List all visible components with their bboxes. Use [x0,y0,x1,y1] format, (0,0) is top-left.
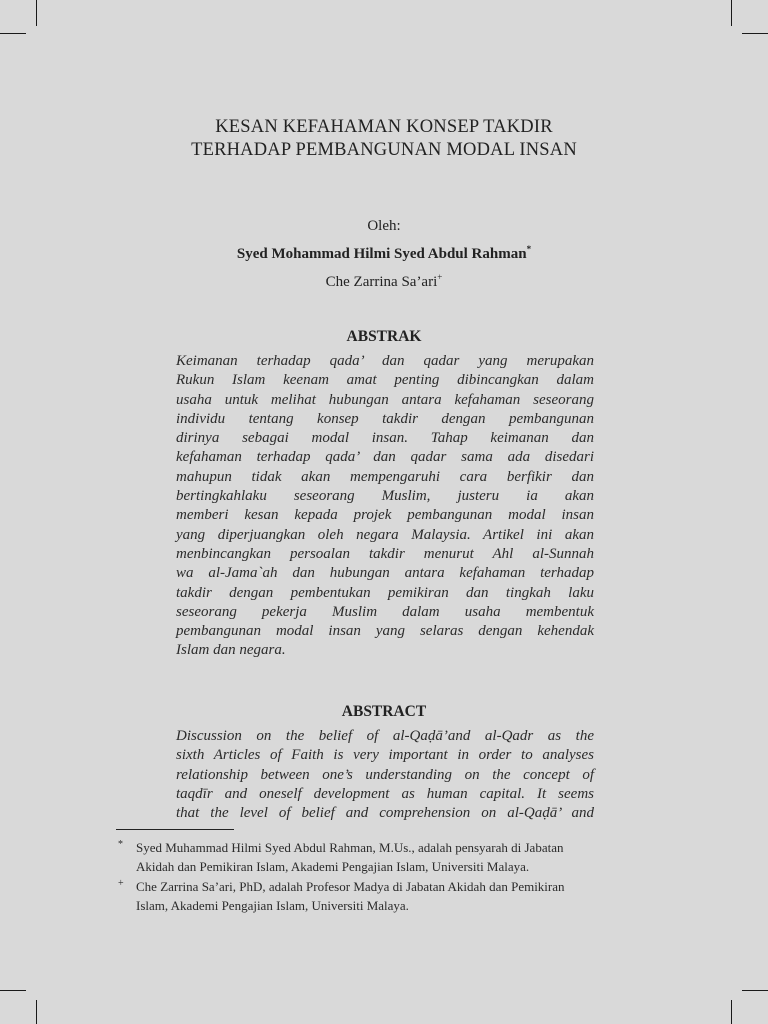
abstrak-line: takdir dengan pembentukan pemikiran dan tingkah laku [176,584,594,601]
footnote-1-line: Syed Muhammad Hilmi Syed Abdul Rahman, M.Us., adalah pensyarah di Jabatan [136,840,564,855]
footnotes [116,838,656,916]
author-2 [0,266,768,294]
abstrak-line: kefahaman terhadap qada’ dan qadar sama ada disedari [176,449,594,466]
abstrak-line: menbincangkan persoalan takdir menurut Ahl al-Sunnah [176,545,594,562]
footnote-1-line: Akidah dan Pemikiran Islam, Akademi Pengajian Islam, Universiti Malaya. [136,859,530,874]
footnote-separator [116,829,234,830]
abstract-line: that the level of belief and comprehension on al-Qaḍā’ and [176,805,594,822]
crop-mark-top-right-vertical [731,0,732,26]
abstract-line: Discussion on the belief of al-Qaḍā’and al-Qadr as the [176,728,594,744]
abstrak-line: individu tentang konsep takdir dengan pembangunan [176,410,594,427]
footnote-2-mark: + [118,878,124,889]
abstrak-line: usaha untuk melihat hubungan antara kefahaman seseorang [176,391,594,408]
abstrak-line: seseorang pekerja Muslim dalam usaha membentuk [176,603,594,620]
author-1-name: Syed Mohammad Hilmi Syed Abdul Rahman [236,246,527,262]
author-1 [0,238,768,266]
footnote-1 [116,838,656,876]
abstract-line: taqdīr and oneself development as human capital. It seems [176,785,594,802]
title-line-1: KESAN KEFAHAMAN KONSEP TAKDIR [215,117,553,137]
article-title [0,116,768,162]
footnote-2-line: Islam, Akademi Pengajian Islam, Universiti Malaya. [136,898,409,913]
abstract-heading: ABSTRACT [341,703,427,720]
abstrak-line: dirinya sebagai modal insan. Tahap keimanan dan [176,430,594,447]
title-line-2: TERHADAP PEMBANGUNAN MODAL INSAN [191,140,577,160]
crop-mark-bottom-left-vertical [36,1000,37,1024]
abstract-line: relationship between one’s understanding on the concept of [176,766,594,783]
crop-mark-top-left-horizontal [0,33,26,34]
crop-mark-bottom-right-horizontal [742,990,768,991]
byline [0,215,768,294]
abstrak-line: Islam dan negara. [176,642,286,659]
crop-mark-top-left-vertical [36,0,37,26]
footnote-2 [116,877,656,915]
abstrak-heading: ABSTRAK [346,328,422,345]
abstrak-line: Keimanan terhadap qada’ dan qadar yang merupakan [176,353,594,369]
abstrak-line: mahupun tidak akan mempengaruhi cara berfikir dan [176,468,594,485]
abstrak-line: memberi kesan kepada projek pembangunan modal insan [176,507,594,524]
crop-mark-top-right-horizontal [742,33,768,34]
abstrak-body [176,352,594,661]
abstrak-line: bertingkahlaku seseorang Muslim, justeru ia akan [176,488,594,505]
author-2-name: Che Zarrina Sa’ari [325,274,438,290]
author-1-footnote-mark: * [526,244,532,254]
abstrak-line: Rukun Islam keenam amat penting dibincangkan dalam [176,372,594,389]
abstract-body [176,727,594,823]
abstrak-line: pembangunan modal insan yang selaras dengan kehendak [176,623,594,640]
footnote-2-line: Che Zarrina Sa’ari, PhD, adalah Profesor Madya di Jabatan Akidah dan Pemikiran [136,879,565,894]
crop-mark-bottom-left-horizontal [0,990,26,991]
footnote-1-mark: * [118,839,123,850]
crop-mark-bottom-right-vertical [731,1000,732,1024]
author-2-footnote-mark: + [437,272,443,282]
abstract-line: sixth Articles of Faith is very important in order to analyses [176,747,594,764]
abstrak-line: wa al-Jama`ah dan hubungan antara kefahaman terhadap [176,565,594,582]
byline-label: Oleh: [367,218,401,234]
abstrak-line: yang diperjuangkan oleh negara Malaysia. Artikel ini akan [176,526,594,543]
